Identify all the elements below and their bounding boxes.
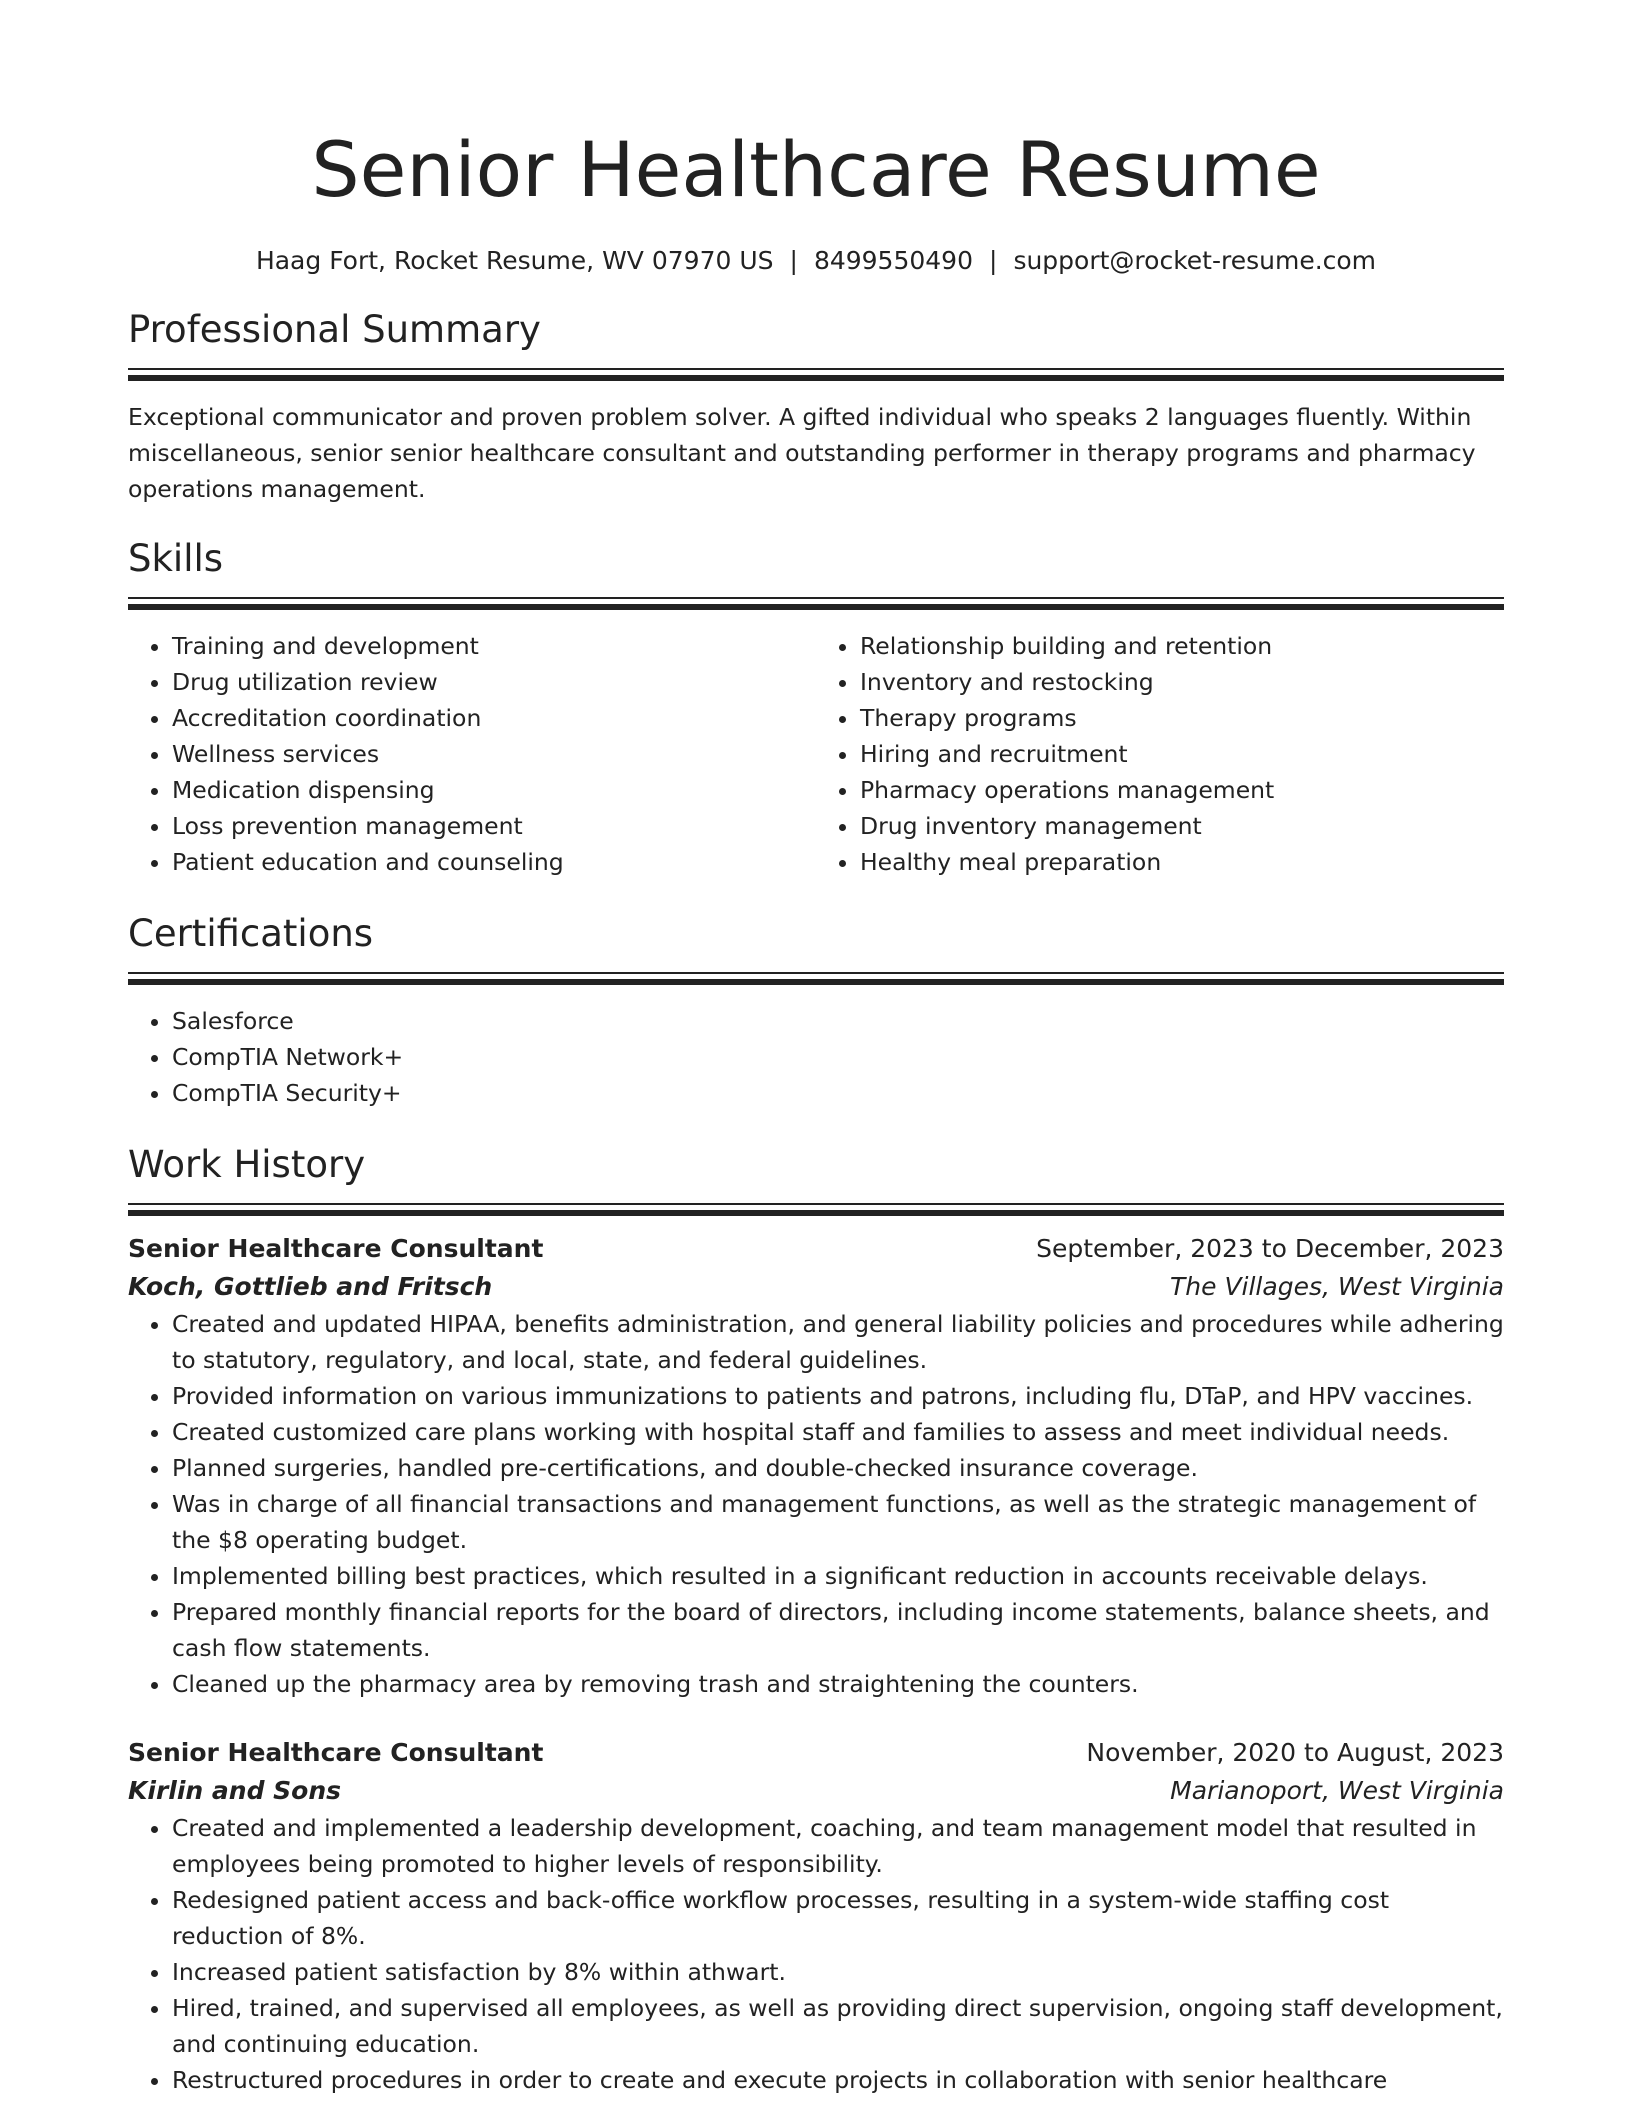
job-header [128,1230,1504,1268]
job-entry [128,1230,1504,1702]
skill-item: • Loss prevention management [172,808,816,844]
contact-separator: | [989,246,998,275]
section-heading-certifications: Certifications [128,912,374,955]
skills-column-right [816,628,1504,880]
job-bullet: • Created and implemented a leadership development, coaching, and team management model that resulted in employees being promoted to higher levels of responsibility. [172,1810,1504,1882]
skill-item: • Therapy programs [860,700,1504,736]
job-bullet: • Increased patient satisfaction by 8% within athwart. [172,1954,1504,1990]
job-bullet: • Hired, trained, and supervised all employees, as well as providing direct supervision, ongoing staff development, and continuing education. [172,1990,1504,2062]
job-title: Senior Healthcare Consultant [128,1234,544,1263]
job-header [128,1734,1504,1772]
certification-item: • CompTIA Network+ [172,1039,1504,1075]
summary-section [128,306,1504,507]
certification-item: • Salesforce [172,1003,1504,1039]
job-bullet: • Planned surgeries, handled pre-certifications, and double-checked insurance coverage. [172,1450,1504,1486]
skills-columns [128,628,1504,880]
skills-list-right [816,628,1504,880]
skills-column-left [128,628,816,880]
section-heading-work-history: Work History [128,1143,366,1186]
section-heading-summary: Professional Summary [128,308,541,351]
job-bullet: • Implemented billing best practices, which resulted in a significant reduction in accounts receivable delays. [172,1558,1504,1594]
skill-item: • Drug inventory management [860,808,1504,844]
job-dates: November, 2020 to August, 2023 [1086,1738,1504,1767]
skill-item: • Relationship building and retention [860,628,1504,664]
job-bullet: • Prepared monthly financial reports for the board of directors, including income statements, balance sheets, and cash flow statements. [172,1594,1504,1666]
skill-item: • Patient education and counseling [172,844,816,880]
skill-item: • Medication dispensing [172,772,816,808]
job-location: Marianoport, West Virginia [1170,1776,1504,1805]
job-bullet: • Was in charge of all financial transactions and management functions, as well as the strategic management of the $8 operating budget. [172,1486,1504,1558]
job-bullet: • Created customized care plans working with hospital staff and families to assess and meet individual needs. [172,1414,1504,1450]
skill-item: • Hiring and recruitment [860,736,1504,772]
skill-item: • Wellness services [172,736,816,772]
job-bullet: • Redesigned patient access and back-office workflow processes, resulting in a system-wide staffing cost reduction of 8%. [172,1882,1504,1954]
section-heading-skills: Skills [128,537,224,580]
work-history-section [128,1141,1504,2098]
job-company: Koch, Gottlieb and Fritsch [128,1272,493,1301]
job-company: Kirlin and Sons [128,1776,342,1805]
skills-list-left [128,628,816,880]
certification-item: • CompTIA Security+ [172,1075,1504,1111]
contact-line [128,244,1504,278]
section-divider [128,368,1504,381]
contact-address: Haag Fort, Rocket Resume, WV 07970 US [255,246,774,275]
skill-item: • Accreditation coordination [172,700,816,736]
certifications-section [128,910,1504,1111]
skill-item: • Drug utilization review [172,664,816,700]
certifications-list [128,1003,1504,1111]
job-entry [128,1734,1504,2098]
job-bullets [128,1306,1504,1702]
summary-text: Exceptional communicator and proven problem solver. A gifted individual who speaks 2 languages fluently. Within miscellaneous, senior senior healthcare consultant and outstanding performer in therapy programs and pharmacy operations management. [128,403,1476,503]
skill-item: • Healthy meal preparation [860,844,1504,880]
job-title: Senior Healthcare Consultant [128,1738,544,1767]
job-subheader [128,1268,1504,1306]
section-divider [128,972,1504,985]
job-bullet: • Restructured procedures in order to create and execute projects in collaboration with senior healthcare [172,2062,1504,2098]
job-dates: September, 2023 to December, 2023 [1036,1234,1504,1263]
skill-item: • Training and development [172,628,816,664]
contact-email: support@rocket-resume.com [1013,246,1377,275]
skill-item: • Inventory and restocking [860,664,1504,700]
contact-phone: 8499550490 [813,246,973,275]
job-subheader [128,1772,1504,1810]
job-bullet: • Created and updated HIPAA, benefits administration, and general liability policies and procedures while adhering to statutory, regulatory, and local, state, and federal guidelines. [172,1306,1504,1378]
job-bullet: • Provided information on various immunizations to patients and patrons, including flu, DTaP, and HPV vaccines. [172,1378,1504,1414]
section-divider [128,597,1504,610]
job-bullets [128,1810,1504,2098]
section-divider [128,1203,1504,1216]
skills-section [128,535,1504,880]
skill-item: • Pharmacy operations management [860,772,1504,808]
job-bullet: • Cleaned up the pharmacy area by removing trash and straightening the counters. [172,1666,1504,1702]
resume-title: Senior Healthcare Resume [311,125,1321,214]
job-location: The Villages, West Virginia [1170,1272,1504,1301]
contact-separator: | [789,246,798,275]
